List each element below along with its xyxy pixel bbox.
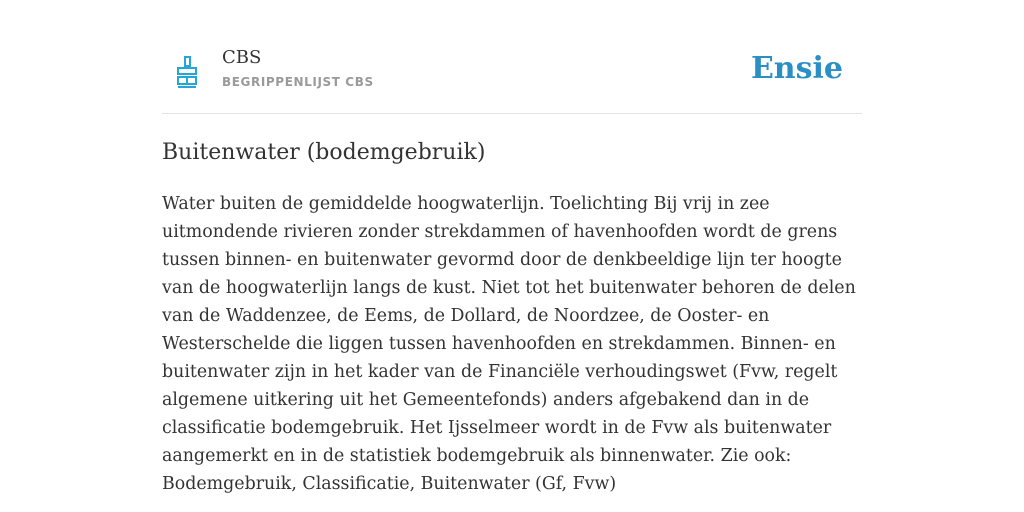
cbs-logo-icon[interactable] xyxy=(176,56,198,88)
entry-title: Buitenwater (bodemgebruik) xyxy=(162,140,486,165)
source-name[interactable]: CBS xyxy=(222,47,262,68)
source-subtitle[interactable]: BEGRIPPENLIJST CBS xyxy=(222,75,374,89)
entry-body: Water buiten de gemiddelde hoogwaterlijn. Toelichting Bij vrij in zee uitmondende rivieren zonder strekdammen of havenhoofden wordt de grens tussen binnen- en buitenwater gevormd door de denkbeeldige lijn ter hoogte van de hoogwaterlijn langs de kust. Niet tot het buitenwater behoren de delen van de Waddenzee, de Eems, de Dollard, de Noordzee, de Ooster- en Westerschelde die liggen tussen havenhoofden en strekdammen. Binnen- en buitenwater zijn in het kader van de Financiële verhoudingswet (Fvw, regelt algemene uitkering uit het Gemeentefonds) anders afgebakend dan in de classificatie bodemgebruik. Het Ijsselmeer wordt in de Fvw als buitenwater aangemerkt en in de statistiek bodemgebruik als binnenwater. Zie ook: Bodemgebruik, Classificatie, Buitenwater (Gf, Fvw) xyxy=(162,194,856,494)
ensie-logo[interactable]: Ensie xyxy=(750,51,843,86)
header xyxy=(162,40,862,114)
